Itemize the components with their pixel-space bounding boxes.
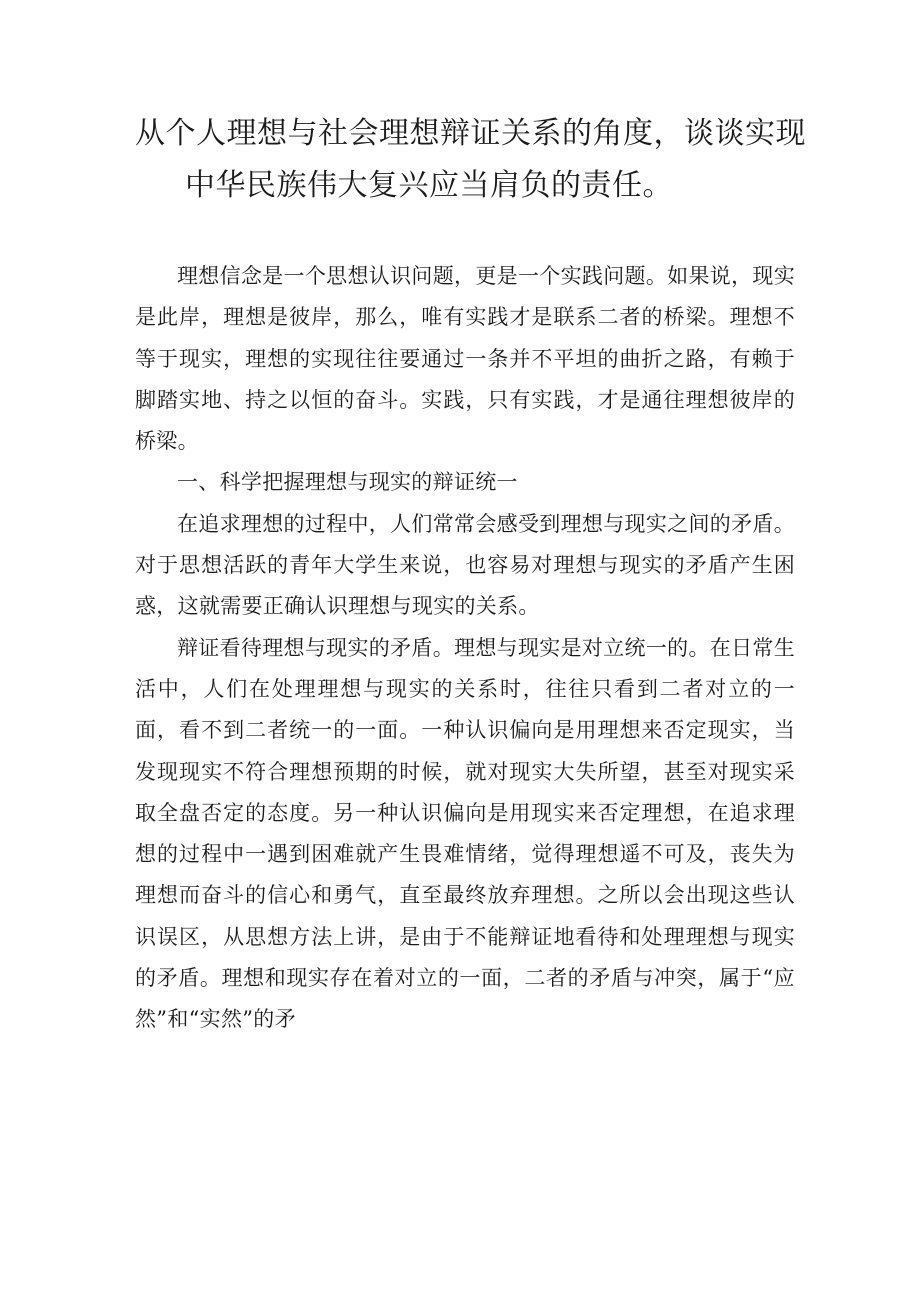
paragraph-dialectic: 辩证看待理想与现实的矛盾。理想与现实是对立统一的。在日常生活中，人们在处理理想与现实的关系时，往往只看到二者对立的一面，看不到二者统一的一面。一种认识偏向是用理想来否定现实，当发现现实不符合理想预期的时候，就对现实大失所望，甚至对现实采取全盘否定的态度。另一种认识偏向是用现实来否定理想，在追求理想的过程中一遇到困难就产生畏难情绪，觉得理想遥不可及，丧失为理想而奋斗的信心和勇气，直至最终放弃理想。之所以会出现这些认识误区，从思想方法上讲，是由于不能辩证地看待和处理理想与现实的矛盾。理想和现实存在着对立的一面，二者的矛盾与冲突，属于“应然”和“实然”的矛 (135, 635, 795, 1032)
paragraph-conflict: 在追求理想的过程中，人们常常会感受到理想与现实之间的矛盾。对于思想活跃的青年大学生来说，也容易对理想与现实的矛盾产生困惑，这就需要正确认识理想与现实的关系。 (135, 511, 795, 619)
document-title (135, 108, 815, 212)
title-line-1: 从个人理想与社会理想辩证关系的角度，谈谈实现 (135, 116, 806, 151)
paragraph-intro: 理想信念是一个思想认识问题，更是一个实践问题。如果说，现实是此岸，理想是彼岸，那么，唯有实践才是联系二者的桥梁。理想不等于现实，理想的实现往往要通过一条并不平坦的曲折之路，有赖于脚踏实地、持之以恒的奋斗。实践，只有实践，才是通往理想彼岸的桥梁。 (135, 264, 795, 454)
document-body (135, 256, 795, 1041)
section-heading: 一、科学把握理想与现实的辩证统一 (177, 470, 518, 495)
title-line-2: 中华民族伟大复兴应当肩负的责任。 (185, 168, 673, 203)
